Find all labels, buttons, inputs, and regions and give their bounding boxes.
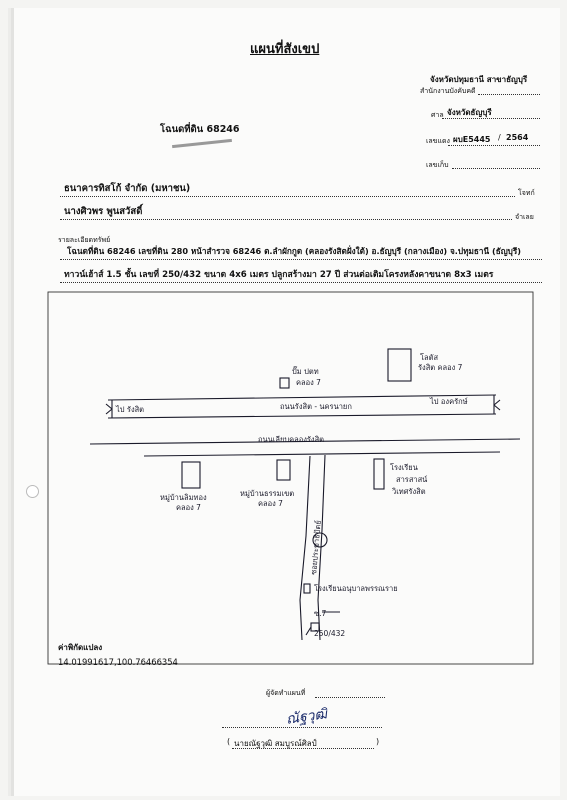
coords-value: 14.01991617,100.76466354 [58, 657, 178, 667]
defendant-label: จำเลย [515, 213, 534, 221]
gas-label: ปั๊ม ปตท [292, 367, 319, 376]
plaintiff-name: ธนาคารทิสโก้ จำกัด (มหาชน) [64, 183, 191, 194]
page-title: แผนที่สังเขป [250, 42, 320, 57]
defendant-name: นางศิวพร พูนสวัสดิ์ [64, 206, 143, 217]
house-pointer [306, 627, 311, 635]
school-label-2: สารสาสน์ [396, 475, 428, 484]
right-destination: ไป องครักษ์ [430, 397, 468, 406]
side-road-label: ซอยประชาธิปัตย์ [309, 519, 323, 576]
case-no-label: เลขแดง [426, 137, 450, 145]
village1-label: หมู่บ้านลิมทอง [160, 493, 207, 502]
village1-building [182, 462, 200, 488]
signature-script: ณัฐวุฒิ [285, 706, 329, 728]
signer-name: นายณัฐวุฒิ สมบูรณ์ศิลป์ [234, 739, 317, 748]
school-label: โรงเรียน [390, 463, 418, 472]
court-value: จังหวัดธัญบุรี [447, 108, 492, 117]
side-road-left [300, 456, 310, 640]
frontage-road-bottom [144, 452, 500, 456]
signer-paren-close: ) [376, 737, 380, 746]
school-s-building [304, 584, 310, 593]
asset-label: รายละเอียดทรัพย์ [58, 236, 111, 244]
village2-label: หมู่บ้านธรรมเขต [240, 489, 295, 498]
lotus-label: โลตัส [420, 353, 439, 362]
gas-label-2: คลอง 7 [296, 378, 321, 387]
coords-label: ค่าพิกัดแปลง [58, 643, 103, 652]
frontage-road-label: ถนนเลียบคลองรังสิต [258, 435, 325, 444]
province-stamp: จังหวัดปทุมธานี สาขาธัญบุรี [430, 75, 528, 84]
maker-label: ผู้จัดทำแผนที่ [266, 689, 306, 697]
office-label: สำนักงานบังคับคดี [420, 87, 476, 95]
village1-label-2: คลอง 7 [176, 503, 201, 512]
lotus-label-2: รังสิต คลอง 7 [418, 363, 463, 372]
case-no-value: ผบE5445 [453, 135, 491, 144]
asset-line-1: โฉนดที่ดิน 68246 เลขที่ดิน 280 หน้าสำรวจ 68246 ต.ลำผักกูด (คลองรังสิตฝั่งใต้) อ.ธัญบุรี (กลางเมือง) จ.ปทุมธานี (ธัญบุรี) [67, 246, 522, 256]
left-destination: ไป รังสิต [116, 405, 145, 414]
deed-title: โฉนดที่ดิน 68246 [160, 124, 240, 135]
village2-building [277, 460, 290, 480]
school-building [374, 459, 384, 489]
gas-station [280, 378, 289, 388]
case-year: 2564 [506, 133, 529, 142]
school-label-3: วิเทศรังสิต [392, 487, 426, 496]
signer-paren-open: ( [227, 737, 231, 746]
court-label: ศาล [431, 111, 444, 119]
left-arrow [106, 400, 112, 418]
soi-label: ซ.7 [314, 609, 327, 618]
right-arrow [494, 395, 500, 414]
main-road-bottom [108, 414, 496, 418]
village2-label-2: คลอง 7 [258, 499, 283, 508]
lotus-building [388, 349, 411, 381]
plaintiff-label: โจทก์ [518, 189, 535, 197]
collect-label: เลขเก็บ [426, 161, 449, 169]
school-s-label: โรงเรียนอนุบาลพรรณราย [314, 584, 398, 593]
main-road-label: ถนนรังสิต - นครนายก [280, 402, 352, 411]
house-number-label: 250/432 [314, 629, 346, 638]
asset-line-2: ทาวน์เฮ้าส์ 1.5 ชั้น เลขที่ 250/432 ขนาด 4x6 เมตร ปลูกสร้างมา 27 ปี ส่วนต่อเติมโครงหลังคาขนาด 8x3 เมตร [64, 270, 494, 280]
